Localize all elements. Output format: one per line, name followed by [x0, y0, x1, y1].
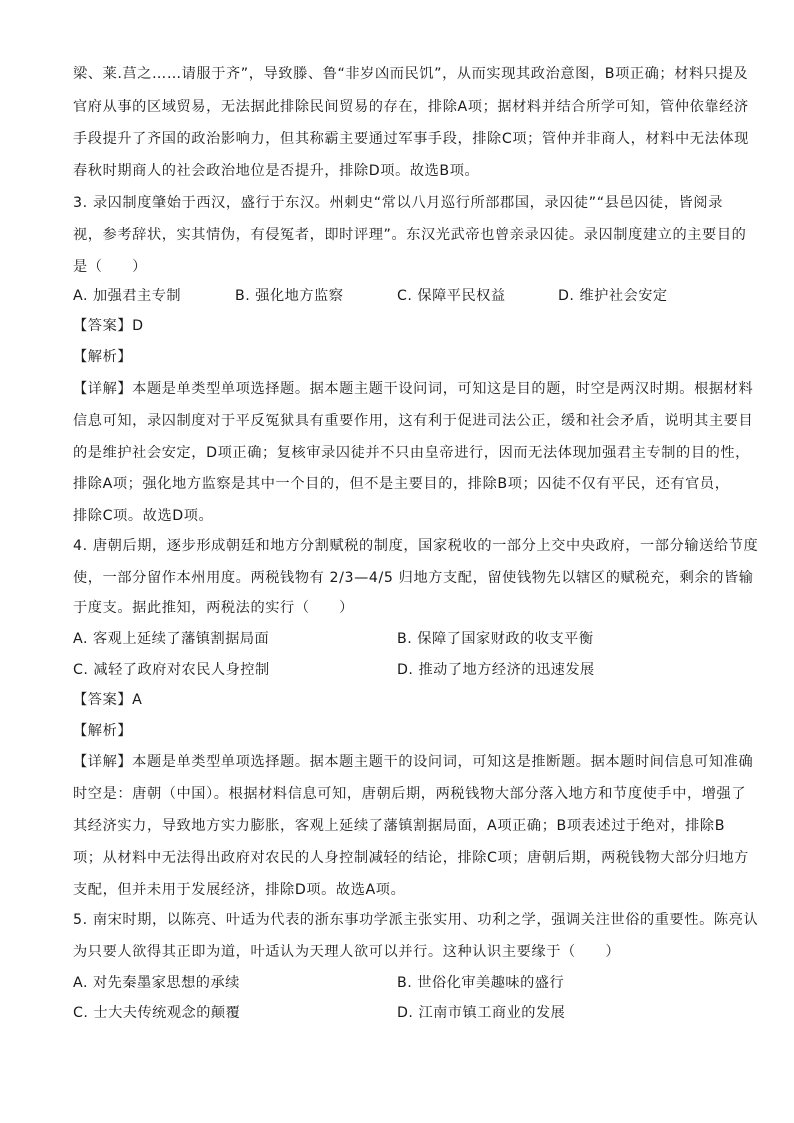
option-d: D. 江南市镇工商业的发展 — [397, 1005, 566, 1021]
detail-line: 支配，但并未用于发展经济，排除D项。故选A项。 — [73, 882, 406, 898]
question-stem-line: 使，一部分留作本州用度。两税钱物有 2/3—4/5 归地方支配，留使钱物先以辖区的赋税充，剩余的皆输 — [73, 570, 754, 586]
question-stem-line: 为只要人欲得其正即为道，叶适认为天理人欲可以并行。这种认识主要缘于（ ） — [73, 944, 621, 960]
question-stem-line: 于度支。据此推知，两税法的实行（ ） — [73, 600, 354, 616]
text-line: 梁、莱.莒之……请服于齐”，导致滕、鲁“非岁凶而民饥”，从而实现其政治意图，B项正确；材料只提及 — [73, 66, 749, 82]
detail-line: 信息可知，录囚制度对于平反冤狱具有重要作用，这有利于促进司法公正，缓和社会矛盾，说明其主要目 — [73, 413, 754, 429]
detail-line: 排除A项；强化地方监察是其中一个目的，但不是主要目的，排除B项；囚徒不仅有平民，还有官员， — [73, 476, 730, 492]
detail-line: 项；从材料中无法得出政府对农民的人身控制减轻的结论，排除C项；唐朝后期，两税钱物大部分归地方 — [73, 850, 749, 866]
option-a: A. 客观上延续了藩镇割据局面 — [73, 631, 270, 647]
answer-line: 【答案】A — [73, 692, 143, 708]
question-stem-line: 5. 南宋时期，以陈亮、叶适为代表的浙东事功学派主张实用、功利之学，强调关注世俗的重要性。陈亮认 — [73, 912, 759, 928]
analysis-label: 【解析】 — [73, 723, 133, 739]
detail-line: 时空是：唐朝（中国）。根据材料信息可知，唐朝后期，两税钱物大部分落入地方和节度使手中，增强了 — [73, 786, 747, 802]
question-stem-line: 是（ ） — [73, 259, 147, 275]
text-line: 春秋时期商人的社会政治地位是否提升，排除D项。故选B项。 — [73, 163, 480, 179]
analysis-label: 【解析】 — [73, 349, 133, 365]
detail-line: 排除C项。故选D项。 — [73, 508, 214, 524]
option-d: D. 维护社会安定 — [558, 288, 668, 304]
question-stem-line: 视，参考辞状，实其情伪，有侵冤者，即时评理”。东汉光武帝也曾亲录囚徒。录囚制度建立的主要目的 — [73, 227, 747, 243]
option-d: D. 推动了地方经济的迅速发展 — [397, 662, 595, 678]
option-a: A. 加强君主专制 — [73, 288, 182, 304]
option-a: A. 对先秦墨家思想的承续 — [73, 975, 240, 991]
option-c: C. 减轻了政府对农民人身控制 — [73, 662, 270, 678]
question-stem-line: 4. 唐朝后期，逐步形成朝廷和地方分割赋税的制度，国家税收的一部分上交中央政府，一部分输送给节度 — [73, 538, 759, 554]
question-stem-line: 3. 录囚制度肇始于西汉，盛行于东汉。州刺史“常以八月巡行所部郡国，录囚徒”“县邑囚徒，皆阅录 — [73, 195, 723, 211]
detail-line: 【详解】本题是单类型单项选择题。据本题主题干的设问词，可知这是推断题。据本题时间信息可知准确 — [73, 754, 754, 770]
option-b: B. 世俗化审美趣味的盛行 — [397, 975, 565, 991]
detail-line: 其经济实力，导致地方实力膨胀，客观上延续了藩镇割据局面，A项正确；B项表述过于绝对，排除B — [73, 818, 726, 834]
detail-line: 【详解】本题是单类型单项选择题。据本题主题干设问词，可知这是目的题，时空是两汉时期。根据材料 — [73, 381, 754, 397]
text-line: 官府从事的区域贸易，无法据此排除民间贸易的存在，排除A项；据材料并结合所学可知，管仲依靠经济 — [73, 99, 749, 115]
option-c: C. 保障平民权益 — [397, 288, 506, 304]
detail-line: 的是维护社会安定，D项正确；复核审录囚徒并不只由皇帝进行，因而无法体现加强君主专制的目的性， — [73, 445, 750, 461]
option-b: B. 强化地方监察 — [235, 288, 344, 304]
answer-line: 【答案】D — [73, 318, 144, 334]
option-b: B. 保障了国家财政的收支平衡 — [397, 631, 594, 647]
option-c: C. 士大夫传统观念的颠覆 — [73, 1005, 241, 1021]
text-line: 手段提升了齐国的政治影响力，但其称霸主要通过军事手段，排除C项；管仲并非商人，材料中无法体现 — [73, 131, 749, 147]
